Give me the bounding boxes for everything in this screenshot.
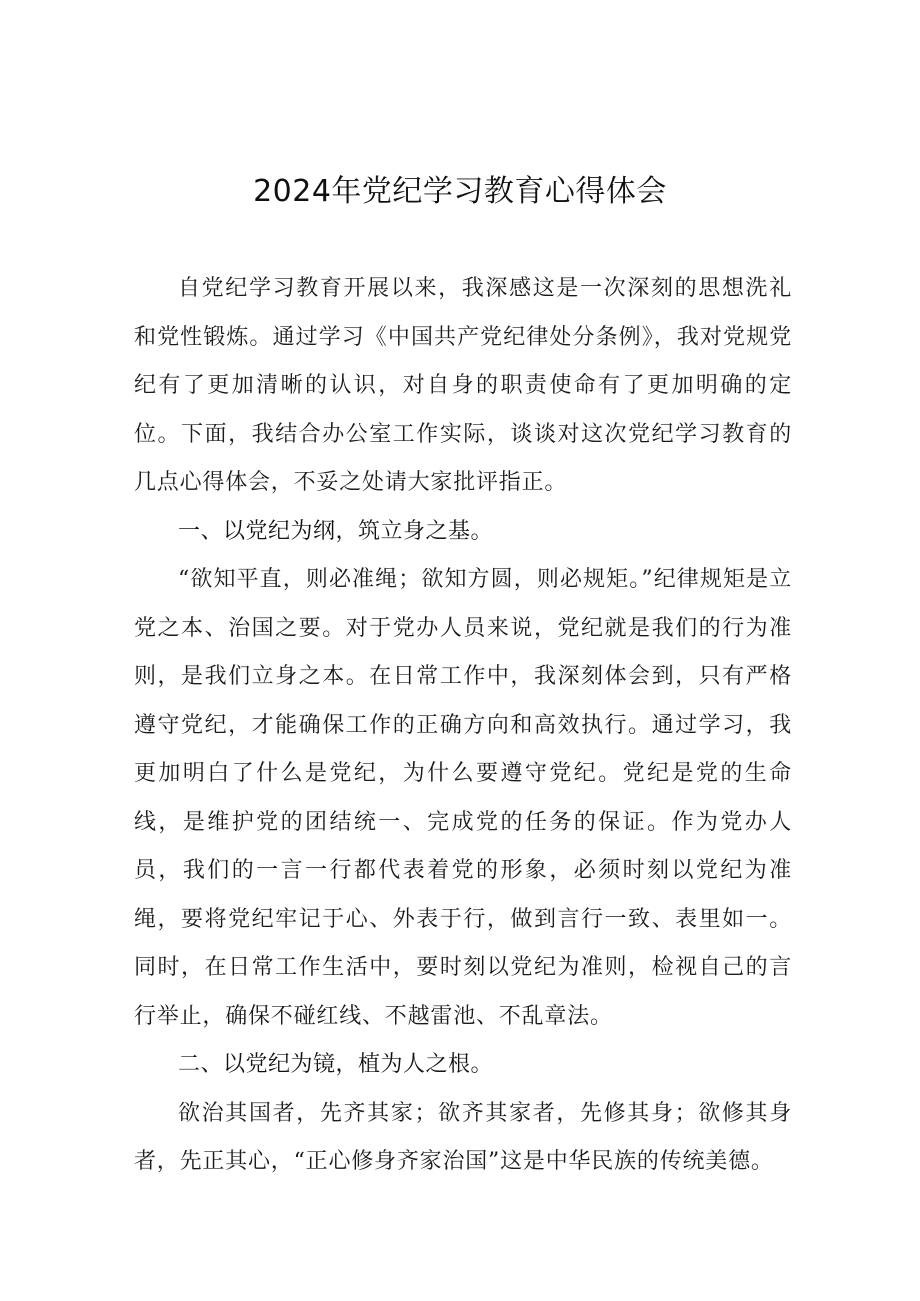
section-1-heading: 一、以党纪为纲，筑立身之基。 (178, 518, 494, 544)
intro-paragraph: 自党纪学习教育开展以来，我深感这是一次深刻的思想洗礼和党性锻炼。通过学习《中国共产党纪律处分条例》，我对党规党纪有了更加清晰的认识，对自身的职责使命有了更加明确的定位。下面，我结合办公室工作实际，谈谈对这次党纪学习教育的几点心得体会，不妥之处请大家批评指正。 (134, 276, 792, 495)
section-2-paragraph: 欲治其国者，先齐其家；欲齐其家者，先修其身；欲修其身者，先正其心，“正心修身齐家治国”这是中华民族的传统美德。 (134, 1100, 792, 1174)
document-title: 2024年党纪学习教育心得体会 (253, 174, 667, 209)
section-1-paragraph: “欲知平直，则必准绳；欲知方圆，则必规矩。”纪律规矩是立党之本、治国之要。对于党办人员来说，党纪就是我们的行为准则，是我们立身之本。在日常工作中，我深刻体会到，只有严格遵守党纪，才能确保工作的正确方向和高效执行。通过学习，我更加明白了什么是党纪，为什么要遵守党纪。党纪是党的生命线，是维护党的团结统一、完成党的任务的保证。作为党办人员，我们的一言一行都代表着党的形象，必须时刻以党纪为准绳，要将党纪牢记于心、外表于行，做到言行一致、表里如一。同时，在日常工作生活中，要时刻以党纪为准则，检视自己的言行举止，确保不碰红线、不越雷池、不乱章法。 (134, 567, 792, 1029)
document-body (134, 265, 792, 1187)
section-2-heading: 二、以党纪为镜，植为人之根。 (178, 1052, 494, 1077)
